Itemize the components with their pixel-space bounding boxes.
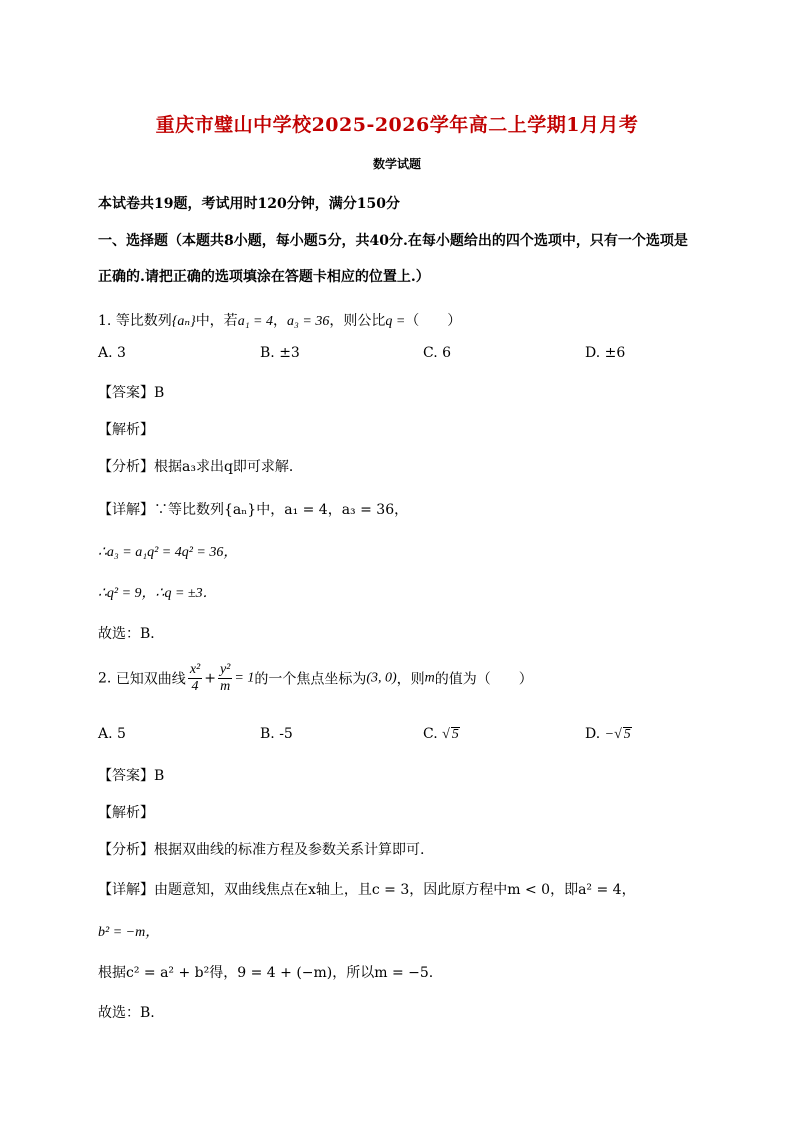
fraction-x	[188, 662, 202, 695]
question-number: 1.	[98, 313, 112, 329]
choice-conclusion: 故选：B．	[98, 626, 165, 642]
math-expression: a₁ = 4	[237, 314, 274, 329]
question-text: 已知双曲线	[115, 671, 186, 688]
detail-line	[98, 499, 408, 519]
detail-tag: 【详解】	[98, 882, 154, 898]
option-a: A. 3	[98, 345, 126, 361]
minus-sign: −	[604, 727, 615, 742]
option-a: A. 5	[98, 726, 126, 742]
sqrt-symbol: √ 5	[614, 727, 631, 742]
focus-point: (3, 0)	[366, 670, 397, 686]
exam-intro: 本试卷共19题，考试用时120分钟，满分150分	[98, 196, 400, 212]
question-text: ，则	[396, 671, 425, 688]
section-heading-line2: 正确的.请把正确的选项填涂在答题卡相应的位置上.）	[98, 269, 430, 285]
option-label: D.	[585, 726, 601, 742]
option-b: B. ±3	[260, 345, 300, 361]
analysis-tag: 【分析】	[98, 459, 154, 475]
fraction-numerator: y²	[219, 662, 231, 677]
sqrt-radicand: 5	[451, 727, 459, 742]
fraction-denominator: 4	[191, 679, 199, 694]
analysis-label: 【解析】	[98, 805, 154, 821]
answer-label: 【答案】B	[98, 385, 165, 401]
option-d: D. ±6	[585, 345, 626, 361]
option-b: B. -5	[260, 726, 293, 742]
answer-blank: （ ）	[405, 313, 462, 329]
detail-text: ∵等比数列{aₙ}中，a₁ = 4，a₃ = 36，	[154, 502, 409, 518]
solution-step-1: ∴a₃ = a₁q² = 4q² = 36，	[98, 545, 238, 560]
exam-title: 重庆市璧山中学校2025-2026学年高二上学期1月月考	[155, 114, 639, 136]
question-text: 等比数列	[115, 313, 172, 329]
fraction-denominator: m	[220, 679, 231, 694]
question-2	[98, 662, 533, 695]
option-d	[585, 726, 632, 743]
question-text: 的值为（ ）	[434, 671, 533, 688]
sqrt-radicand: 5	[623, 727, 631, 742]
equals-one: = 1	[234, 670, 255, 686]
analysis-tag: 【分析】	[98, 842, 154, 858]
question-number: 2.	[98, 670, 112, 687]
choice-conclusion: 故选：B.	[98, 1005, 155, 1021]
question-text: 的一个焦点坐标为	[254, 671, 367, 688]
exam-subtitle: 数学试题	[372, 157, 421, 171]
separator: ，	[273, 313, 288, 329]
option-label: C.	[423, 726, 438, 742]
fraction-y	[218, 662, 232, 695]
variable-m: m	[424, 670, 435, 686]
detail-line	[98, 879, 636, 899]
solution-step-2: ∴q² = 9，∴q = ±3．	[98, 586, 217, 601]
detail-tag: 【详解】	[98, 502, 154, 518]
math-expression: q =	[385, 314, 406, 329]
option-c: C. 6	[423, 345, 452, 361]
answer-label: 【答案】B	[98, 768, 165, 784]
section-heading-line1: 一、选择题（本题共8小题，每小题5分，共40分.在每小题给出的四个选项中，只有一个选项是	[98, 233, 688, 249]
option-c	[423, 726, 460, 743]
analysis-summary	[98, 839, 424, 859]
question-text: 中，若	[195, 313, 238, 329]
detail-text: 由题意知，双曲线焦点在x轴上，且c = 3，因此原方程中m < 0，即a² = 4，	[154, 882, 636, 898]
analysis-summary	[98, 456, 303, 476]
analysis-text: 根据双曲线的标准方程及参数关系计算即可.	[154, 842, 425, 858]
sequence-symbol: {aₙ}	[171, 314, 196, 329]
solution-step-2: 根据c² = a² + b²得，9 = 4 + (−m)，所以m = −5.	[98, 965, 434, 981]
analysis-text: 根据a₃求出q即可求解．	[154, 459, 303, 475]
sqrt-symbol: √ 5	[442, 727, 459, 742]
analysis-label: 【解析】	[98, 422, 154, 438]
plus-sign: +	[204, 670, 216, 687]
fraction-numerator: x²	[189, 662, 201, 677]
solution-step-1: b² = −m，	[98, 925, 160, 940]
question-1	[98, 310, 461, 330]
math-expression: a₃ = 36	[287, 314, 330, 329]
question-text: ，则公比	[329, 313, 386, 329]
